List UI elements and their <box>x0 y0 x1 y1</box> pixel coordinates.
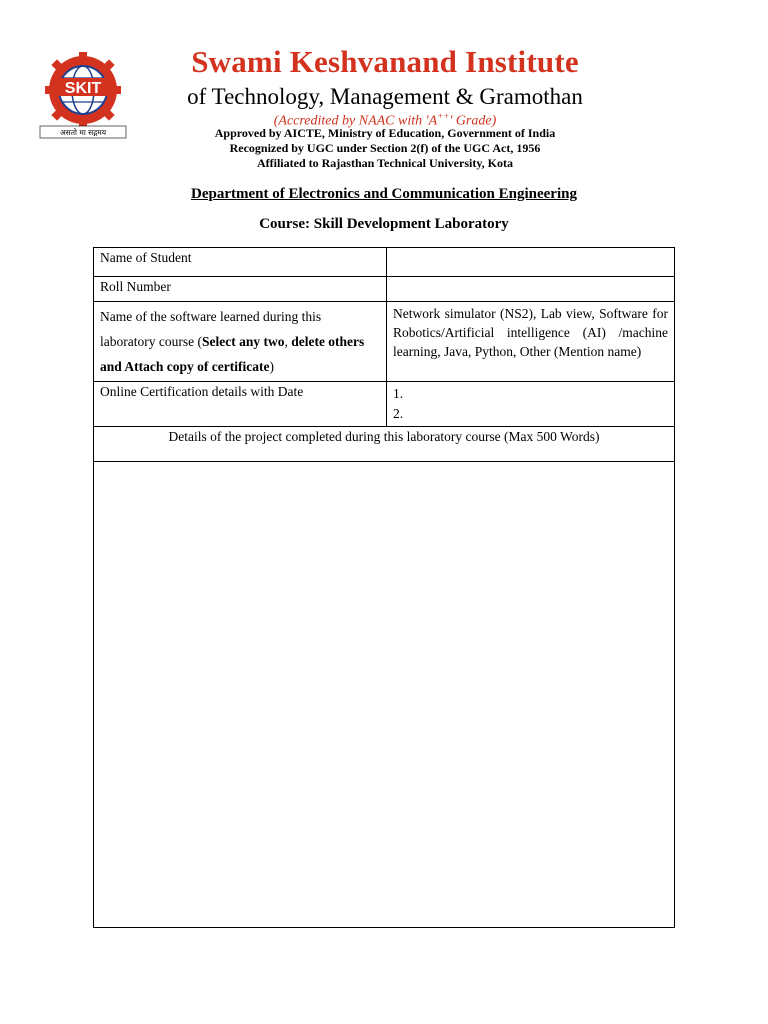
approval-line: Affiliated to Rajasthan Technical University, Kota <box>256 156 513 170</box>
course-title: Course: Skill Development Laboratory <box>259 216 509 232</box>
certification-item: 1. <box>393 386 404 401</box>
approval-block <box>180 126 590 171</box>
software-label-text: , <box>284 334 292 349</box>
software-label-bold: delete others and Attach copy of certificate <box>100 334 365 374</box>
department-title: Department of Electronics and Communication Engineering <box>191 186 577 202</box>
software-label-text: Name of the software learned during this laboratory course ( <box>100 309 322 349</box>
accreditation-suffix: ' Grade) <box>449 113 497 129</box>
project-details-field[interactable] <box>94 462 675 928</box>
certification-item: 2. <box>393 406 404 421</box>
logo-motto: असतो मा सद्गमय <box>59 128 107 137</box>
certification-field[interactable] <box>387 382 675 427</box>
approval-line: Recognized by UGC under Section 2(f) of the UGC Act, 1956 <box>229 141 541 155</box>
certification-label: Online Certification details with Date <box>94 382 387 427</box>
accreditation-prefix: (Accredited by NAAC with 'A <box>273 113 438 129</box>
skit-logo <box>38 50 128 140</box>
table-row <box>94 427 675 462</box>
table-row <box>94 248 675 277</box>
roll-number-field[interactable] <box>387 277 675 302</box>
student-name-field[interactable] <box>387 248 675 277</box>
table-row <box>94 277 675 302</box>
project-heading: Details of the project completed during this laboratory course (Max 500 Words) <box>94 427 675 462</box>
roll-number-label: Roll Number <box>94 277 387 302</box>
institute-subtitle: of Technology, Management & Gramothan <box>187 84 583 109</box>
lab-form-table <box>93 247 675 928</box>
software-field[interactable]: Network simulator (NS2), Lab view, Software for Robotics/Artificial intelligence (AI) /machine learning, Java, Python, Other (Mention name) <box>387 302 675 382</box>
table-row <box>94 302 675 382</box>
approval-line: Approved by AICTE, Ministry of Education, Government of India <box>214 126 556 140</box>
accreditation-grade-sup: ++ <box>437 111 450 121</box>
table-row <box>94 382 675 427</box>
software-label-bold: Select any two <box>201 334 285 349</box>
institute-name: Swami Keshvanand Institute <box>191 44 579 79</box>
logo-text: SKIT <box>64 80 102 97</box>
student-name-label: Name of Student <box>94 248 387 277</box>
software-label <box>94 302 387 382</box>
table-row <box>94 462 675 928</box>
software-label-text: ) <box>269 359 274 374</box>
